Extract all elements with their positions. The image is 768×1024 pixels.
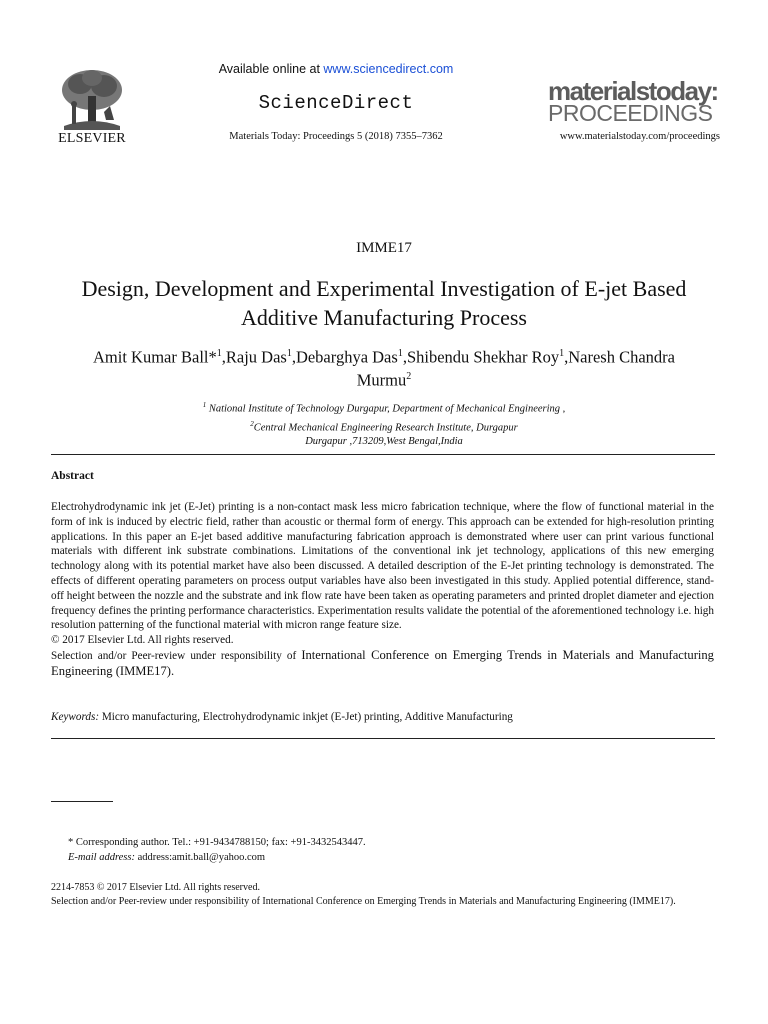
affiliation-2 xyxy=(40,417,728,436)
footnote-rule xyxy=(51,801,113,802)
abstract-text: Electrohydrodynamic ink jet (E-Jet) printing is a non-contact mask less micro fabrication technique, where the flow of functional material in the form of ink is induced by electric field, rather than acoustic or thermal form of energy. This approach can be extended for high-resolution printing applications. In this paper an E-jet based additive manufacturing fabrication approach is demonstrated where user can print various functional materials with different ink substrate combinations. Limitations of the conventional ink jet technology, applications of this new emerging technology along with its potential market have also been discussed. A detailed description of the E-Jet printing technology is demonstrated. The effects of different operating parameters on process output variables have also been investigated in this study. Applied potential difference, stand-off height between the nozzle and the substrate and ink flow rate have been taken as operating parameters and printed droplet diameter and ejection frequency defines the printing performance characteristics. Experimentation results validate the potential of the aforementioned technology i.e. high resolution patterning of the functional material with micron range feature size. xyxy=(51,501,714,632)
sciencedirect-title: ScienceDirect xyxy=(258,92,414,114)
author-2-sup: 1 xyxy=(286,348,292,359)
selection-conference: International Conference on Emerging Trends in Materials and Manufacturing Engineering (IMME17). xyxy=(51,647,714,678)
email-label: E-mail address: xyxy=(68,851,135,863)
sciencedirect-link[interactable]: www.sciencedirect.com xyxy=(323,62,454,76)
copyright-line: © 2017 Elsevier Ltd. All rights reserved. xyxy=(51,634,234,647)
affil-2-sup: 2 xyxy=(250,419,254,428)
affil-1-sup: 1 xyxy=(202,401,207,409)
paper-title xyxy=(40,274,728,332)
conference-label: IMME17 xyxy=(356,240,412,256)
author-5-part1: ,Naresh Chandra xyxy=(564,347,675,367)
selection-line xyxy=(51,648,714,680)
mt-logo-line1: materialstoday: xyxy=(548,76,718,106)
author-2: ,Raju Das xyxy=(221,347,287,367)
affiliation-1 xyxy=(40,398,728,417)
corresponding-footnote xyxy=(68,836,708,865)
keywords-label: Keywords: xyxy=(51,711,100,723)
email-address: address:amit.ball@yahoo.com xyxy=(134,851,266,863)
author-1-sup: 1 xyxy=(216,348,222,359)
keywords-text: Micro manufacturing, Electrohydrodynamic inkjet (E-Jet) printing, Additive Manufacturing xyxy=(99,711,513,723)
abstract-heading: Abstract xyxy=(51,470,94,482)
keywords-line xyxy=(51,711,715,723)
affiliations xyxy=(40,398,728,449)
author-list xyxy=(40,344,728,389)
author-3: ,Debarghya Das xyxy=(291,347,398,367)
available-prefix: Available online at xyxy=(218,62,324,76)
affil-1-text: National Institute of Technology Durgapur, Department of Mechanical Engineering , xyxy=(206,403,566,415)
corresponding-author: * Corresponding author. Tel.: +91-9434788150; fax: +91-3432543447. xyxy=(68,837,366,848)
selection-prefix: Selection and/or Peer-review under responsibility of xyxy=(51,649,302,662)
publisher-name: ELSEVIER xyxy=(58,131,126,146)
author-4: ,Shibendu Shekhar Roy xyxy=(402,347,560,367)
affiliation-3: Durgapur ,713209,West Bengal,India xyxy=(305,436,463,447)
mt-logo-line2: PROCEEDINGS xyxy=(548,100,713,126)
footer-selection: Selection and/or Peer-review under responsibility of International Conference on Emerging Trends in Materials and Manufacturing Engineering (IMME17). xyxy=(51,895,676,907)
journal-url: www.materialstoday.com/proceedings xyxy=(559,131,720,142)
authors-line-1 xyxy=(40,344,728,367)
bottom-divider xyxy=(51,738,715,739)
title-line-2: Additive Manufacturing Process xyxy=(241,305,527,330)
page-footer xyxy=(51,881,715,908)
title-line-1: Design, Development and Experimental Investigation of E-jet Based xyxy=(81,276,687,301)
author-3-sup: 1 xyxy=(397,348,403,359)
top-divider xyxy=(51,454,715,455)
authors-line-2 xyxy=(40,367,728,390)
journal-reference: Materials Today: Proceedings 5 (2018) 7355–7362 xyxy=(229,131,443,142)
author-4-sup: 1 xyxy=(559,348,565,359)
materials-today-logo xyxy=(548,78,718,125)
author-5-part2: Murmu xyxy=(356,370,407,389)
email-line xyxy=(68,851,708,866)
author-1: Amit Kumar Ball* xyxy=(93,347,217,367)
affil-2-text: Central Mechanical Engineering Research Institute, Durgapur xyxy=(253,422,518,433)
issn-line: 2214-7853 © 2017 Elsevier Ltd. All rights reserved. xyxy=(51,882,260,893)
author-5-sup: 2 xyxy=(406,370,412,382)
available-online-line xyxy=(190,62,482,76)
abstract-body xyxy=(51,500,714,680)
